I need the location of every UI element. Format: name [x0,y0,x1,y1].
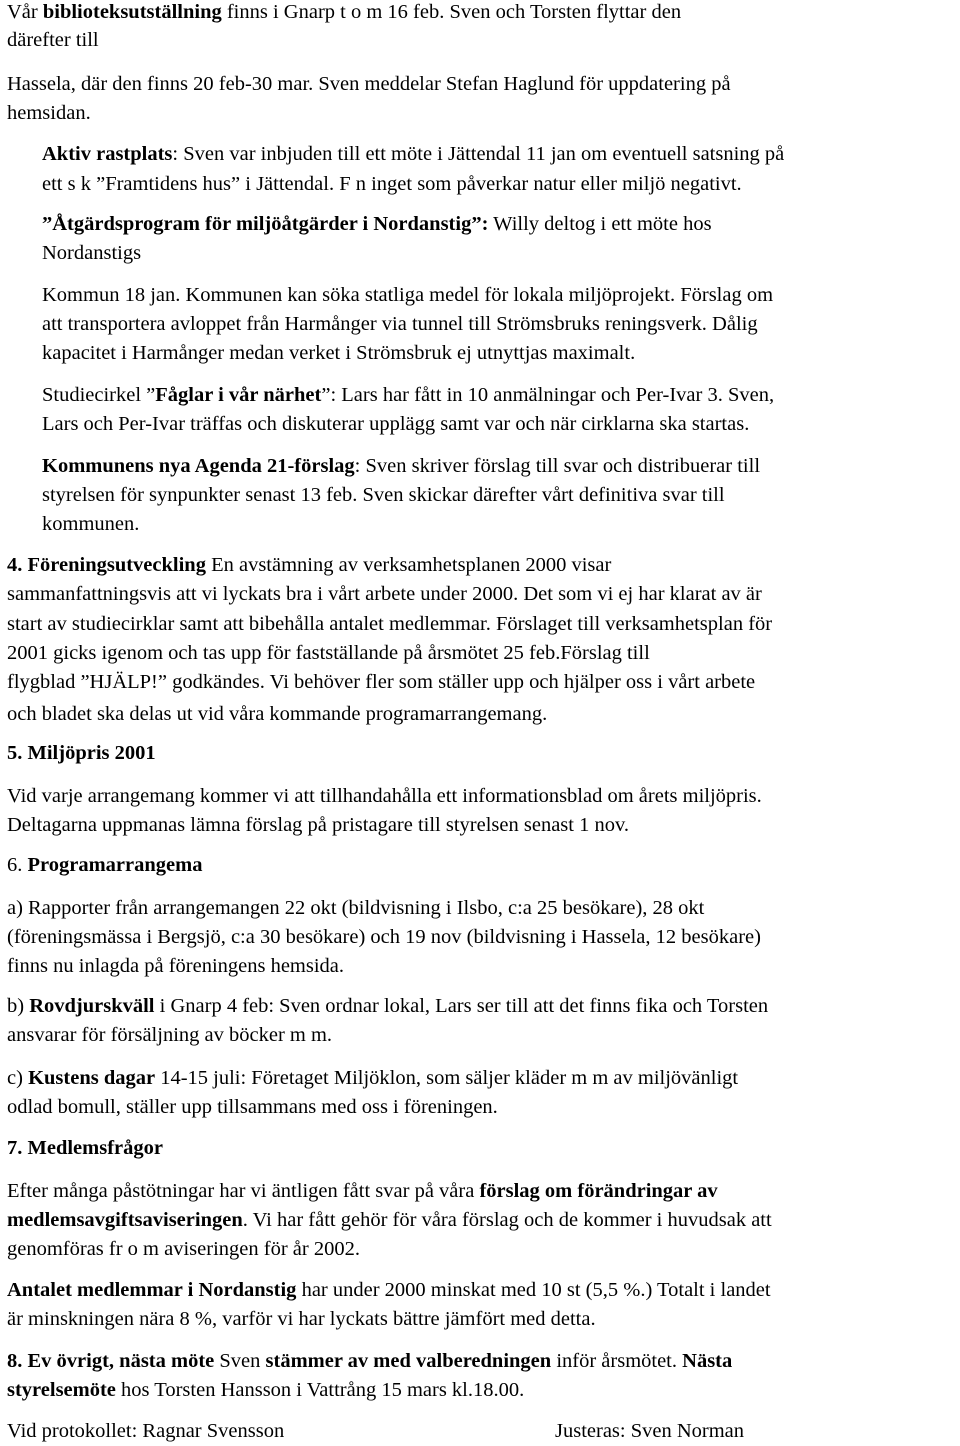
bold-text: 8. Ev övrigt, nästa möte [7,1350,215,1372]
bold-text: Antalet medlemmar i Nordanstig [7,1279,297,1301]
bold-text: Kustens dagar [28,1067,156,1089]
text: och bladet ska delas ut vid våra kommande programarrangemang. [7,703,548,725]
bold-text: styrelsemöte [7,1379,116,1401]
bold-text: biblioteksutställning [42,1,222,23]
text-line [7,853,202,877]
text-line [7,994,768,1018]
text-line [7,813,629,837]
text: start av studiecirklar samt att bibehålla antalet medlemmar. Förslaget till verksamhetsplan för [7,613,773,635]
text-line [42,483,725,507]
text-line [7,1237,360,1261]
text-line [7,553,611,577]
text: finns nu inlagda på föreningens hemsida. [7,955,345,977]
text-line [7,0,681,24]
text-line [7,1023,332,1047]
text-line [42,412,749,436]
text: (föreningsmässa i Bergsjö, c:a 30 besökare) och 19 nov (bildvisning i Hassela, 12 besökare) [7,926,761,948]
text: genomföras fr o m aviseringen för år 2002. [7,1238,360,1260]
text-line [7,612,772,636]
text-line [7,1208,772,1232]
text-line [7,784,762,808]
text-line [7,72,731,96]
bold-text: förslag om förändringar av [479,1180,718,1202]
text: Hassela, där den finns 20 feb-30 mar. Sven meddelar Stefan Haglund för uppdatering på [7,73,731,95]
text: b) [7,995,30,1017]
text: odlad bomull, ställer upp tillsammans med oss i föreningen. [7,1096,498,1118]
text: Kommun 18 jan. Kommunen kan söka statliga medel för lokala miljöprojekt. Förslag om [42,284,774,306]
text-line [7,1378,524,1402]
text: kommunen. [42,513,140,535]
bold-text: Nästa [682,1350,733,1372]
text: därefter till [7,29,99,51]
text: c) [7,1067,29,1089]
text: En avstämning av verksamhetsplanen 2000 visar [205,554,612,576]
bold-text: 7. Medlemsfrågor [7,1137,163,1159]
text-line [7,896,704,920]
text-line [42,454,760,478]
text-line [42,142,784,166]
text-line [7,1307,596,1331]
text: hos Torsten Hansson i Vattrång 15 mars kl.18.00. [115,1379,525,1401]
text: : Sven var inbjuden till ett möte i Jättendal 11 jan om eventuell satsning på [172,143,785,165]
text-line [7,582,762,606]
text: 2001 gicks igenom och tas upp för fastställande på årsmötet 25 feb.Förslag till [7,642,650,664]
text-line [7,101,91,125]
bold-text: Aktiv rastplats [42,143,173,165]
text: 14-15 juli: Företaget Miljöklon, som säljer kläder m m av miljövänligt [155,1067,739,1089]
bold-text: Kommunens nya Agenda 21-förslag [42,455,355,477]
text: Efter många påstötningar har vi äntligen fått svar på våra [7,1180,480,1202]
text: att transportera avloppet från Harmånger via tunnel till Strömsbruks reningsverk. Dålig [42,313,758,335]
text-line [42,383,774,407]
bold-text: medlemsavgiftsaviseringen [7,1209,243,1231]
text: . Vi har fått gehör för våra förslag och de kommer i huvudsak att [242,1209,772,1231]
text: sammanfattningsvis att vi lyckats bra i vårt arbete under 2000. Det som vi ej har klarat av är [7,583,762,605]
text: Willy deltog i ett möte hos [488,213,712,235]
text-line [42,212,712,236]
text: är minskningen nära 8 %, varför vi har lyckats bättre jämfört med detta. [7,1308,596,1330]
text-line [7,925,761,949]
text: ansvarar för försäljning av böcker m m. [7,1024,333,1046]
text: 6. [7,854,28,876]
text-line [7,1278,771,1302]
text: ett s k ”Framtidens hus” i Jättendal. F n inget som påverkar natur eller miljö negativt. [42,173,742,195]
text-line [42,312,758,336]
text-line [7,1095,498,1119]
text: Sven [214,1350,266,1372]
text: : Sven skriver förslag till svar och distribuerar till [354,455,761,477]
text-line [42,512,139,536]
protocol-signature: Vid protokollet: Ragnar Svensson [7,1420,285,1442]
text-line [7,28,99,52]
text-line [7,641,650,665]
text-line [7,702,547,726]
text-line [42,341,635,365]
text: Deltagarna uppmanas lämna förslag på pristagare till styrelsen senast 1 nov. [7,814,630,836]
text: finns i Gnarp t o m 16 feb. Sven och Torsten flyttar den [221,1,682,23]
text-line [7,1066,738,1090]
text: ”: Lars har fått in 10 anmälningar och Per-Ivar 3. Sven, [321,384,775,406]
bold-text: ”Åtgärdsprogram för miljöåtgärder i Nordanstig”: [42,213,489,235]
text: har under 2000 minskat med 10 st (5,5 %.) Totalt i landet [296,1279,771,1301]
text: flygblad ”HJÄLP!” godkändes. Vi behöver fler som ställer upp och hjälper oss i vårt arbete [7,671,756,693]
text: kapacitet i Harmånger medan verket i Strömsbruk ej utnyttjas maximalt. [42,342,636,364]
text-line [7,670,755,694]
text: hemsidan. [7,102,91,124]
bold-text: Fåglar i vår närhet [155,384,322,406]
text-line [42,172,742,196]
text-line [7,954,344,978]
text-line [7,741,156,765]
text-line [42,241,141,265]
text: inför årsmötet. [551,1350,683,1372]
adjuster-signature: Justeras: Sven Norman [555,1420,745,1442]
text: a) Rapporter från arrangemangen 22 okt (bildvisning i Ilsbo, c:a 25 besökare), 28 okt [7,897,705,919]
text-line [42,283,773,307]
text: Nordanstigs [42,242,142,264]
text: Lars och Per-Ivar träffas och diskuterar upplägg samt var och när cirklarna ska startas. [42,413,750,435]
bold-text: stämmer av med valberedningen [265,1350,552,1372]
text-line [7,1349,732,1373]
bold-text: 5. Miljöpris 2001 [7,742,156,764]
text: styrelsen för synpunkter senast 13 feb. Sven skickar därefter vårt definitiva svar till [42,484,725,506]
bold-text: Rovdjurskväll [29,995,155,1017]
text-line [7,1179,718,1203]
bold-text: 4. Föreningsutveckling [7,554,206,576]
text: Vår [7,1,43,23]
text-line [7,1136,163,1160]
text: Vid varje arrangemang kommer vi att tillhandahålla ett informationsblad om årets miljöpris. [7,785,762,807]
bold-text: Programarrangema [27,854,203,876]
text: Studiecirkel ” [42,384,156,406]
text: i Gnarp 4 feb: Sven ordnar lokal, Lars ser till att det finns fika och Torsten [154,995,769,1017]
